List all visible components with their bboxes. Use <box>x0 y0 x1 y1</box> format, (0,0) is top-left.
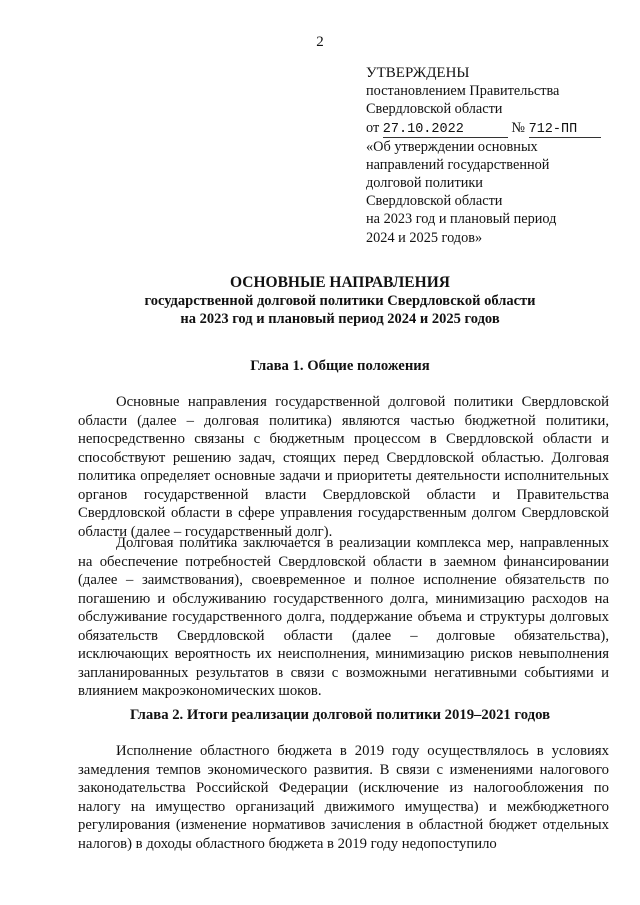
chapter-1-paragraph-1: Основные направления государственной долговой политики Свердловской области (далее – долговая политика) являются частью бюджетной политики, непосредственно связаны с бюджетным процессом в Свердловской области и способствуют решению задач, стоящих перед Свердловской областью. Долговая политика определяет основные задачи и приоритеты деятельности исполнительных органов государственной власти Свердловской области и Правительства Свердловской области в сфере управления государственным долгом Свердловской области (далее – государственный долг). <box>78 394 609 540</box>
chapter-2-heading: Глава 2. Итоги реализации долговой политики 2019–2021 годов <box>130 707 550 723</box>
page-number: 2 <box>316 34 324 50</box>
approval-line: Свердловской области <box>366 101 503 118</box>
chapter-1-heading: Глава 1. Общие положения <box>250 358 430 374</box>
chapter-1-paragraph-2: Долговая политика заключается в реализации комплекса мер, направленных на обеспечение потребностей Свердловской области в заемном финансировании (далее – заимствования), своевременное и полное исполнение обязательств по погашению и обслуживанию государственного долга, минимизацию расходов на обслуживание государственного долга, поддержание объема и структуры долговых обязательств Свердловской области (далее – долговые обязательства), исключающих вероятность их неисполнения, минимизацию рисков невыполнения запланированных результатов в связи с возможными негативными событиями и влиянием макроэкономических шоков. <box>78 535 609 699</box>
approval-subject-line: «Об утверждении основных <box>366 138 538 155</box>
approval-subject-line: направлений государственной <box>366 156 550 173</box>
approval-heading: УТВЕРЖДЕНЫ <box>366 65 470 81</box>
approval-line: постановлением Правительства <box>366 83 560 100</box>
approval-subject-line: на 2023 год и плановый период <box>366 211 557 228</box>
document-title <box>40 274 640 328</box>
title-line-2: государственной долговой политики Свердловской области <box>144 293 536 309</box>
approval-date-line <box>366 119 626 138</box>
approval-date: 27.10.2022 <box>383 123 508 138</box>
approval-number: 712-ПП <box>529 123 601 138</box>
approval-subject-line: 2024 и 2025 годов» <box>366 229 483 246</box>
approval-subject-line: долговой политики <box>366 175 483 192</box>
number-prefix: № <box>511 119 526 136</box>
title-line-1: ОСНОВНЫЕ НАПРАВЛЕНИЯ <box>230 274 450 291</box>
approval-subject-line: Свердловской области <box>366 193 503 210</box>
chapter-2-paragraph-1: Исполнение областного бюджета в 2019 году осуществлялось в условиях замедления темпов экономического развития. В связи с изменениями налогового законодательства Российской Федерации (исключение из налогообложения по налогу на имущество организаций движимого имущества) и межбюджетного регулирования (изменение нормативов зачисления в областной бюджет отдельных налогов) в доходы областного бюджета в 2019 году недопоступило <box>78 743 609 852</box>
approval-block <box>366 64 626 247</box>
title-line-3: на 2023 год и плановый период 2024 и 2025 годов <box>180 311 500 327</box>
date-prefix: от <box>366 119 380 136</box>
